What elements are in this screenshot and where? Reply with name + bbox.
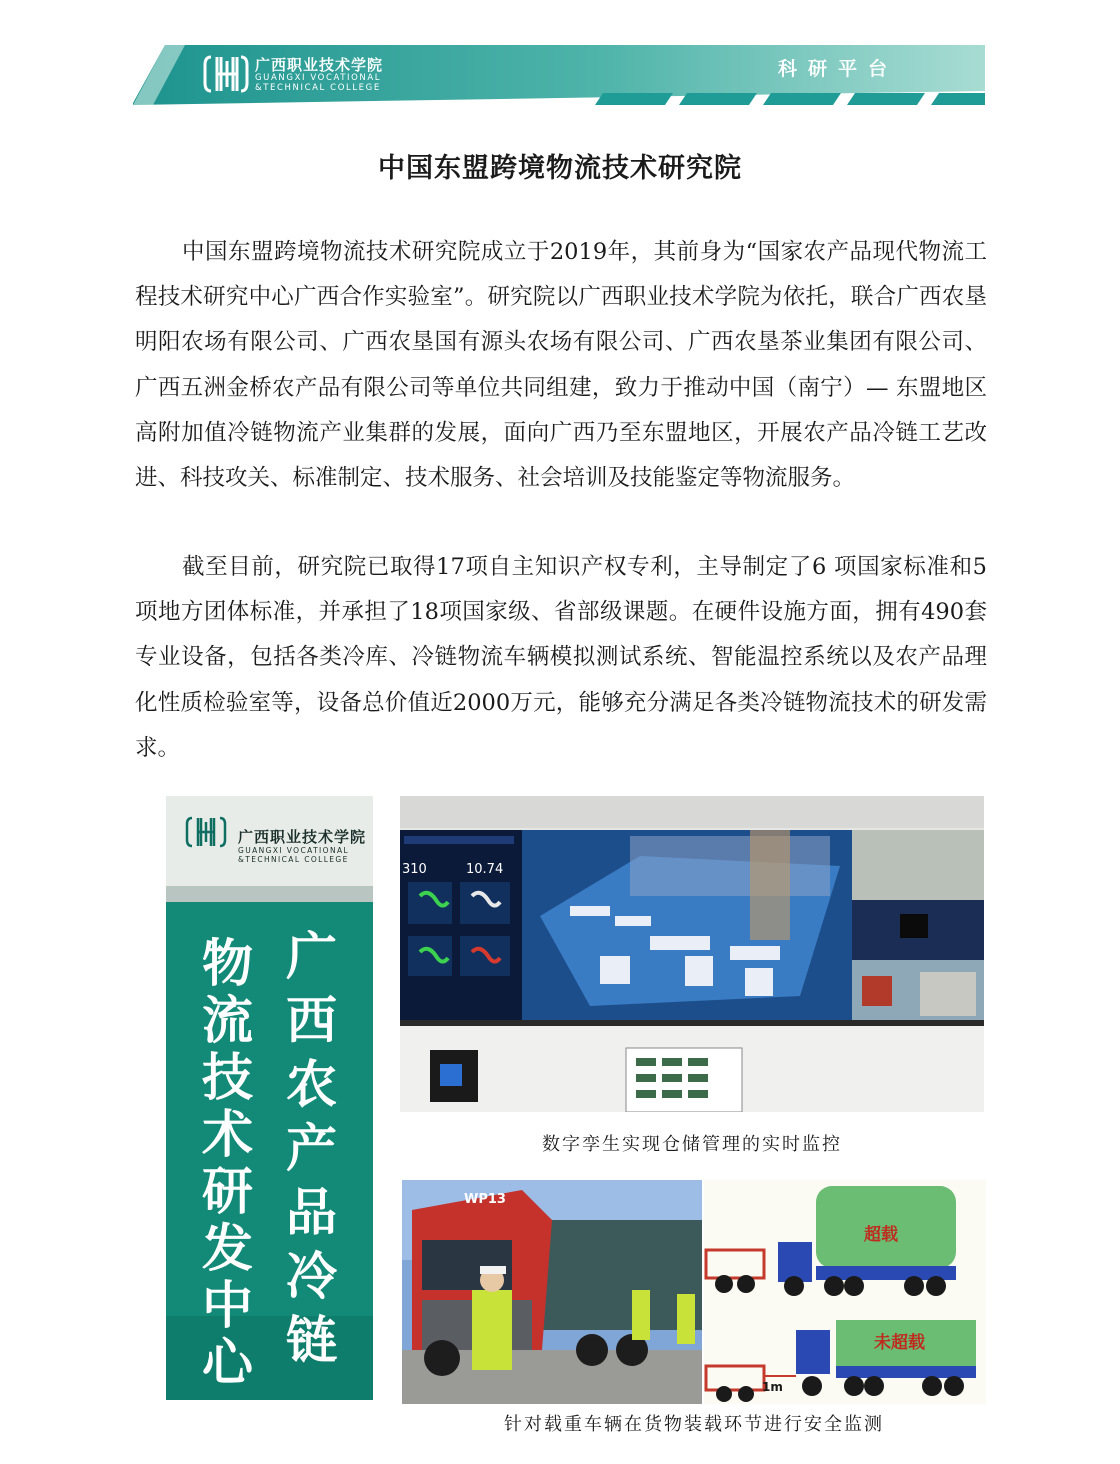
college-name-en-line1: GUANGXI VOCATIONAL xyxy=(255,73,382,83)
overload-diagram xyxy=(704,1180,986,1404)
overload-label: 超载 xyxy=(864,1225,898,1245)
college-name-cn: 广西职业技术学院 xyxy=(255,56,384,74)
monitoring-caption: 数字孪生实现仓储管理的实时监控 xyxy=(542,1134,842,1155)
header-banner xyxy=(133,45,985,105)
college-name-en-line2: &TECHNICAL COLLEGE xyxy=(255,82,381,93)
truck-caption: 针对载重车辆在货物装载环节进行安全监测 xyxy=(504,1414,884,1435)
monitoring-photo xyxy=(400,796,984,1112)
distance-label: 1m xyxy=(762,1380,783,1394)
college-name-en xyxy=(255,74,381,93)
article-title: 中国东盟跨境物流技术研究院 xyxy=(378,153,742,184)
sign-college-name-cn: 广西职业技术学院 xyxy=(238,828,367,846)
sign-college-name-en-line1: GUANGXI VOCATIONAL xyxy=(238,846,350,855)
college-logo xyxy=(203,51,249,97)
sign-college-name-en xyxy=(238,846,349,864)
sign-column-left: 物流技术研发中心 xyxy=(202,935,254,1393)
truck-plate: WP13 xyxy=(464,1192,506,1207)
monitor-readout-a: 310 xyxy=(402,862,427,877)
paragraph-intro: 中国东盟跨境物流技术研究院成立于2019年，其前身为“国家农产品现代物流工程技术研究中心广西合作实验室”。研究院以广西职业技术学院为依托，联合广西农垦明阳农场有限公司、广西农垦国有源头农场有限公司、广西农垦茶业集团有限公司、广西五洲金桥农产品有限公司等单位共同组建，致力于推动中国（南宁）— 东盟地区高附加值冷链物流产业集群的发展，面向广西乃至东盟地区，开展农产品冷链工艺改进、科技攻关、标准制定、技术服务、社会培训及技能鉴定等物流服务。 xyxy=(135,239,987,492)
sign-column-right: 广西农产品冷链 xyxy=(286,928,338,1371)
truck-inspection-photo xyxy=(402,1180,702,1404)
paragraph-achievements: 截至目前，研究院已取得17项自主知识产权专利，主导制定了6 项国家标准和5项地方团体标准，并承担了18项国家级、省部级课题。在硬件设施方面，拥有490套专业设备，包括各类冷库、冷链物流车辆模拟测试系统、智能温控系统以及农产品理化性质检验室等，设备总价值近2000万元，能够充分满足各类冷链物流技术的研发需求。 xyxy=(135,554,987,761)
not-overload-label: 未超载 xyxy=(874,1333,925,1353)
sign-photo xyxy=(166,796,373,1400)
monitor-readout-b: 10.74 xyxy=(466,862,504,877)
sign-college-name-en-line2: &TECHNICAL COLLEGE xyxy=(238,855,349,864)
section-label: 科研平台 xyxy=(778,58,899,80)
